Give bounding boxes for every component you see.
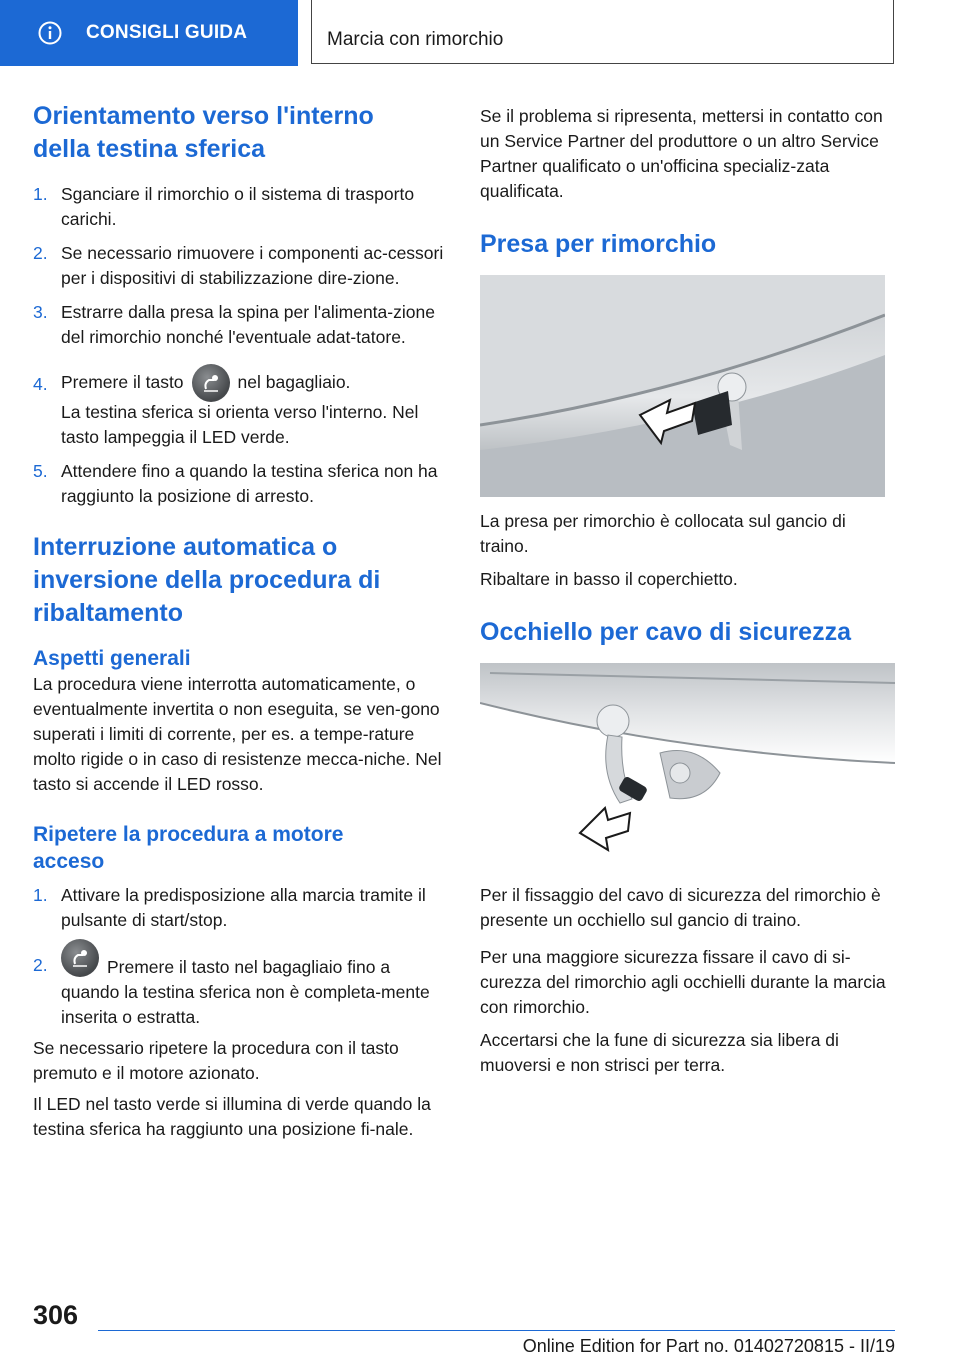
trailer-socket-text-2: Ribaltare in basso il coperchietto. bbox=[480, 569, 738, 589]
list-item: 2. Premere il tasto nel bagagliaio fino a quando la testina sferica non è completa-mente inserita o estratta. bbox=[33, 939, 448, 1030]
tow-hitch-button-icon bbox=[192, 364, 230, 402]
page-number: 306 bbox=[33, 1300, 79, 1330]
edition-note: Online Edition for Part no. 01402720815 - II/19 bbox=[522, 1336, 895, 1356]
section-tab[interactable] bbox=[0, 0, 298, 66]
orientation-steps bbox=[33, 182, 448, 509]
section-title-interruption: Interruzione automatica o inversione della procedura di ribaltamento bbox=[33, 533, 381, 628]
list-item: 2. Se necessario rimuovere i componenti ac-cessori per i dispositivi di stabilizzazione dire-zione. bbox=[33, 243, 444, 288]
section-tab-label: CONSIGLI GUIDA bbox=[86, 22, 248, 43]
repeat-text-1: Se necessario ripetere la procedura con il tasto premuto e il motore azionato. bbox=[33, 1038, 399, 1084]
list-item: 1. Attivare la predisposizione alla marcia tramite il pulsante di start/stop. bbox=[33, 885, 426, 931]
subsection-title-general: Aspetti generali bbox=[33, 647, 191, 671]
section-title-trailer-socket: Presa per rimorchio bbox=[480, 230, 717, 258]
trailer-socket-figure bbox=[480, 275, 885, 497]
general-text: La procedura viene interrotta automaticamente, o eventualmente invertita o non eseguita, se ven-gono superati i limiti di corrente, per es. a tempe-rature molto rigide o in caso di resistenze mecca-niche. Nel tasto si accende il LED rosso. bbox=[33, 674, 442, 795]
list-item: 3. Estrarre dalla presa la spina per l'alimenta-zione del rimorchio nonché l'eventuale adat-tatore. bbox=[33, 302, 435, 347]
service-partner-text: Se il problema si ripresenta, mettersi in contatto con un Service Partner del produttore o un altro Service Partner qualificato o un'officina specializ-zata qualificata. bbox=[480, 106, 883, 201]
repeat-steps bbox=[33, 883, 448, 1030]
section-title-orientation: Orientamento verso l'interno della testina sferica bbox=[33, 102, 374, 163]
safety-eyelet-text-1: Per il fissaggio del cavo di sicurezza del rimorchio è presente un occhiello sul gancio di traino. bbox=[480, 885, 881, 930]
chapter-title: Marcia con rimorchio bbox=[327, 29, 504, 50]
footer-divider bbox=[98, 1330, 895, 1331]
info-icon bbox=[38, 21, 62, 45]
safety-eyelet-figure bbox=[480, 663, 895, 853]
safety-eyelet-text-3: Accertarsi che la fune di sicurezza sia libera di muoversi e non strisci per terra. bbox=[480, 1030, 839, 1075]
right-column bbox=[480, 104, 895, 1078]
left-column bbox=[33, 100, 448, 1142]
repeat-text-2: Il LED nel tasto verde si illumina di verde quando la testina sferica ha raggiunto una posizione fi-nale. bbox=[33, 1094, 431, 1140]
trailer-socket-text-1: La presa per rimorchio è collocata sul gancio di traino. bbox=[480, 511, 846, 556]
chapter-header bbox=[311, 0, 894, 64]
list-item: 1. Sganciare il rimorchio o il sistema di trasporto carichi. bbox=[33, 184, 415, 229]
safety-eyelet-text-2: Per una maggiore sicurezza fissare il cavo di si-curezza del rimorchio agli occhielli durante la marcia con rimorchio. bbox=[480, 947, 886, 1017]
section-title-safety-eyelet: Occhiello per cavo di sicurezza bbox=[480, 618, 851, 646]
list-item: 4. Premere il tasto nel bagagliaio. La testina sferica si orienta verso l'interno. Nel tasto lampeggia il LED verde. bbox=[33, 362, 448, 450]
subsection-title-repeat: Ripetere la procedura a motore acceso bbox=[33, 823, 344, 874]
list-item: 5. Attendere fino a quando la testina sferica non ha raggiunto la posizione di arresto. bbox=[33, 461, 438, 507]
